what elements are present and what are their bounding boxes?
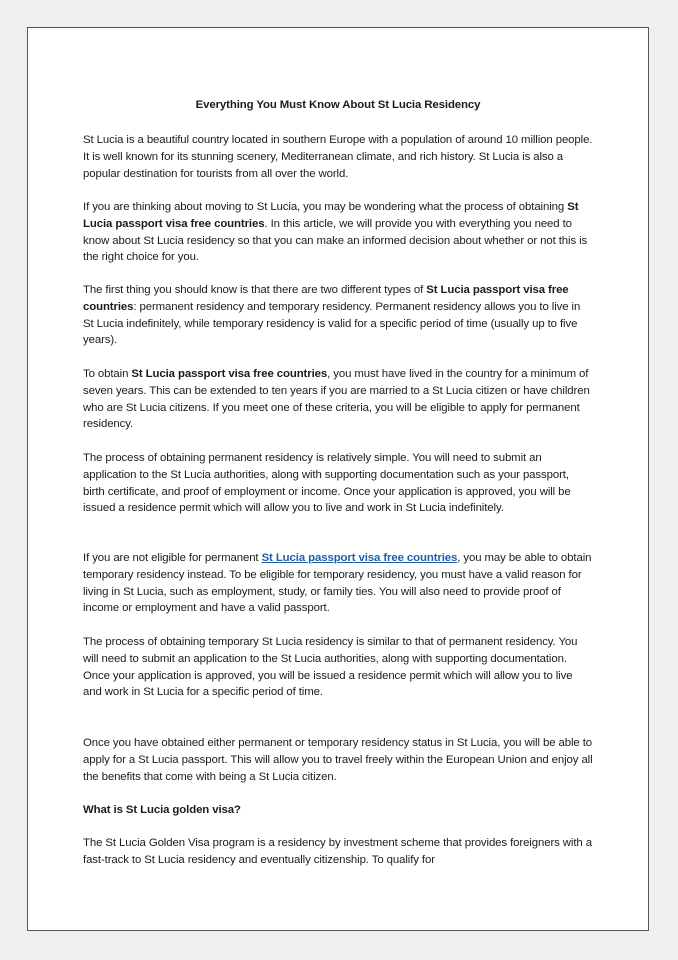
paragraph-text: To obtain (83, 368, 132, 380)
paragraph-golden-visa: The St Lucia Golden Visa program is a residency by investment scheme that provides foreigners with a fast-track to St Lucia residency and eventually citizenship. To qualify for (83, 837, 592, 866)
paragraph-text: , you must have lived in the country for a minimum of seven years. This can be extended to ten years if you are married to a St Lucia citizen or have children who are St Lucia citizens. If you meet one of these criteria, you will be eligible to apply for permanent residency. (83, 368, 590, 431)
visa-free-countries-link[interactable]: St Lucia passport visa free countries (261, 552, 458, 564)
paragraph-intro: St Lucia is a beautiful country located in southern Europe with a population of around 10 million people. It is well known for its stunning scenery, Mediterranean climate, and rich history. St Lucia is also a popular destination for tourists from all over the world. (83, 134, 593, 180)
keyword-bold: St Lucia passport visa free countries (83, 201, 579, 230)
paragraph-text: . In this article, we will provide you with everything you need to know about St Lucia residency so that you can make an informed decision about whether or not this is the right choice for you. (83, 217, 588, 264)
keyword-bold: St Lucia passport visa free countries (131, 368, 328, 380)
paragraph-text: , you may be able to obtain temporary residency instead. To be eligible for temporary residency, you must have a valid reason for living in St Lucia, such as employment, study, or family ties. You will also need to provide proof of income or employment and have a valid passport. (83, 552, 592, 615)
paragraph-text: : permanent residency and temporary residency. Permanent residency allows you to live in St Lucia indefinitely, while temporary residency is valid for a specific period of time (usually up to five years). (83, 300, 581, 347)
document-title: Everything You Must Know About St Lucia Residency (195, 99, 481, 111)
keyword-bold: St Lucia passport visa free countries (83, 284, 569, 313)
paragraph-moving (83, 199, 593, 266)
section-heading-golden-visa: What is St Lucia golden visa? (83, 804, 241, 816)
paragraph-types (83, 282, 593, 349)
paragraph-obtain (83, 366, 593, 433)
paragraph-temporary-process: The process of obtaining temporary St Lucia residency is similar to that of permanent residency. You will need to submit an application to the St Lucia authorities, along with supporting documentation. Once your application is approved, you will be issued a residence permit which will allow you to live and work in St Lucia for a specific period of time. (83, 636, 578, 699)
paragraph-text: The first thing you should know is that there are two different types of (83, 284, 427, 296)
paragraph-temporary (83, 550, 593, 617)
paragraph-text: If you are thinking about moving to St Lucia, you may be wondering what the process of obtaining (83, 201, 568, 213)
paragraph-permanent-process: The process of obtaining permanent residency is relatively simple. You will need to submit an application to the St Lucia authorities, along with supporting documentation such as your passport, birth certificate, and proof of employment or income. Once your application is approved, you will be issued a residence permit which will allow you to live and work in St Lucia indefinitely. (83, 452, 571, 515)
paragraph-text: If you are not eligible for permanent (83, 552, 262, 564)
document-page (27, 27, 649, 931)
paragraph-passport: Once you have obtained either permanent or temporary residency status in St Lucia, you will be able to apply for a St Lucia passport. This will allow you to travel freely within the European Union and enjoy all the benefits that come with being a St Lucia citizen. (83, 737, 593, 783)
